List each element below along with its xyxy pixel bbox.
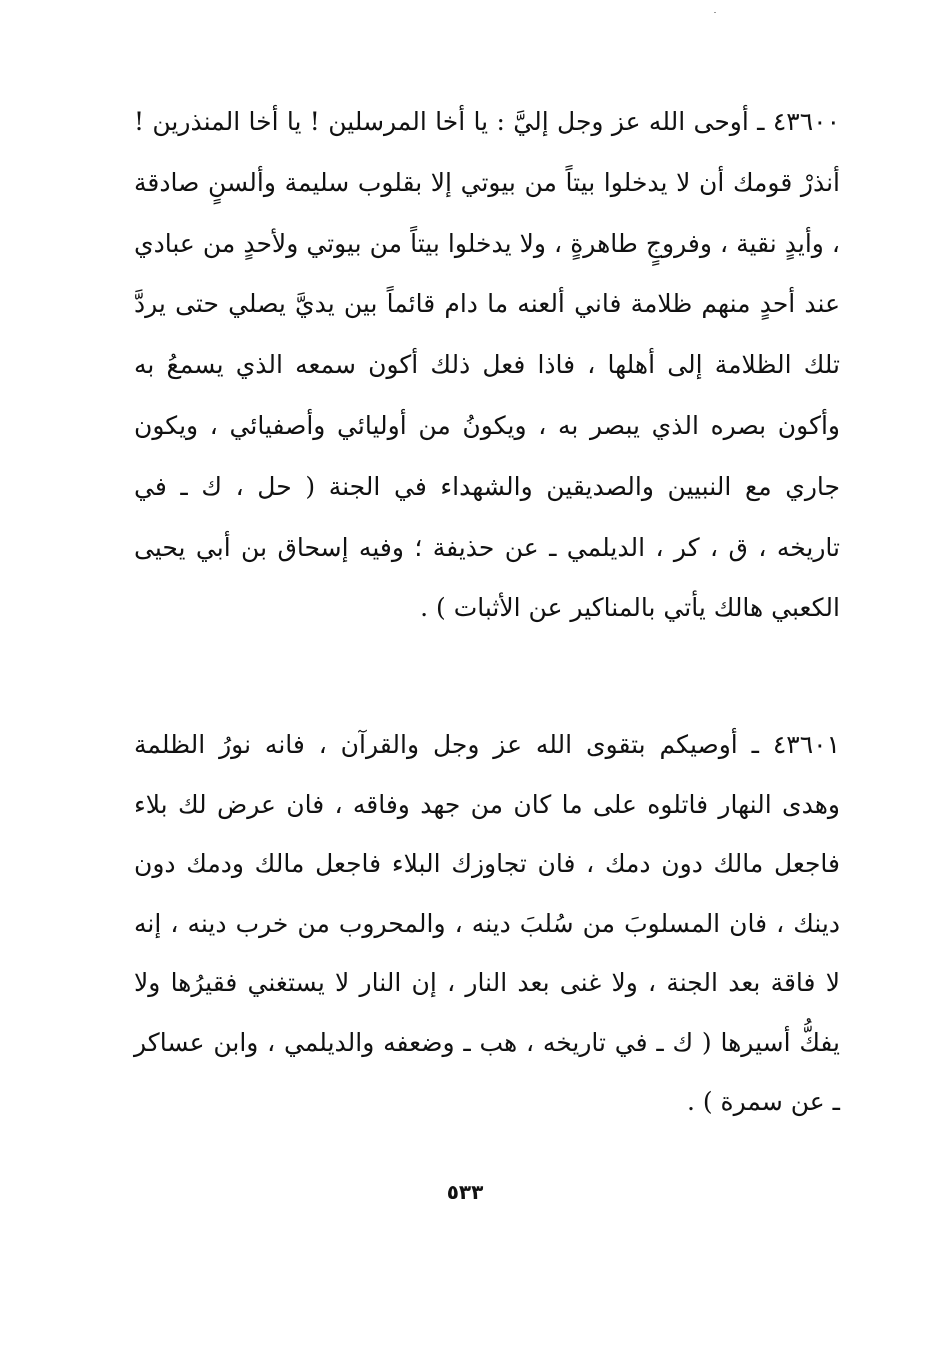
hadith-text: ٤٣٦٠١ ـ أوصيكم بتقوى الله عز وجل والقرآن ، فانه نورُ الظلمة وهدى النهار فاتلوه على ما كان من جهد وفاقه ، فان عرض لك بلاء فاجعل مالك دون دمك ، فان تجاوزك البلاء فاجعل مالك ودمك دون دينك ، فان المسلوبَ من سُلبَ دينه ، والمحروب من خرب دينه ، إنه لا فاقة بعد الجنة ، ولا غنى بعد النار ، إن النار لا يستغني فقيرُها ولا يفكُّ أسيرها ( ك ـ في تاريخه ، هب ـ وضعفه والديلمي ، وابن عساكر ـ عن سمرة ) .: [134, 730, 840, 1116]
hadith-entry-43601: [134, 715, 840, 1132]
hadith-entry-43600: [134, 92, 840, 639]
scan-speck: [714, 12, 716, 13]
hadith-text: ٤٣٦٠٠ ـ أوحى الله عز وجل إليَّ : يا أخا المرسلين ! يا أخا المنذرين ! أنذرْ قومك أن لا يدخلوا بيتاً من بيوتي إلا بقلوب سليمة وألسنٍ صادقة ، وأيدٍ نقية ، وفروجٍ طاهرةٍ ، ولا يدخلوا بيتاً من بيوتي ولأحدٍ من عبادي عند أحدٍ منهم ظلامة فاني ألعنه ما دام قائماً بين يديَّ يصلي حتى يردَّ تلك الظلامة إلى أهلها ، فاذا فعل ذلك أكون سمعه الذي يسمعُ به وأكون بصره الذي يبصر به ، ويكونُ من أوليائي وأصفيائي ، ويكون جاري مع النبيين والصديقين والشهداء في الجنة ( حل ، ك ـ في تاريخه ، ق ، كر ، الديلمي ـ عن حذيفة ؛ وفيه إسحاق بن أبي يحيى الكعبي هالك يأتي بالمناكير عن الأثبات ) .: [134, 107, 840, 623]
page-number: ٥٣٣: [446, 1180, 484, 1204]
